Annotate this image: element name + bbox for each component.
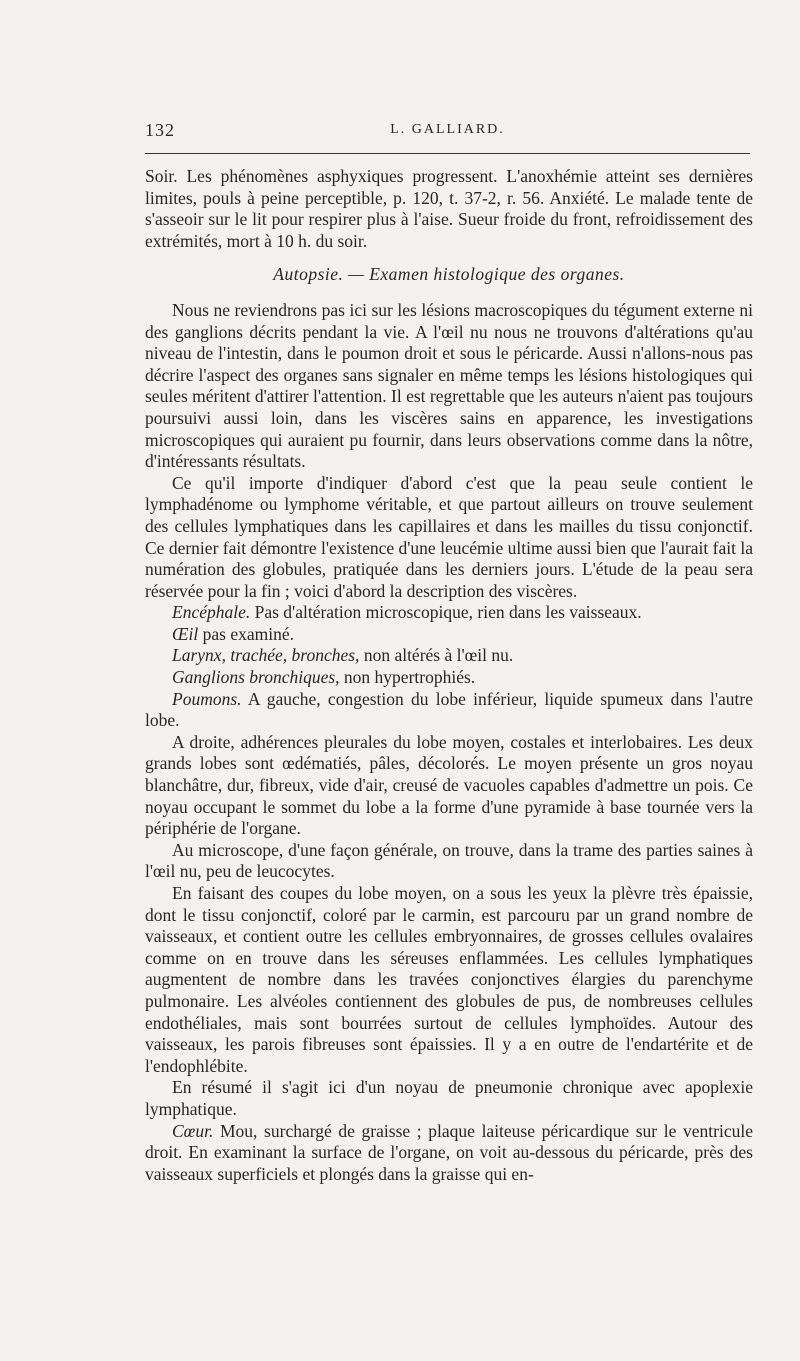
organ-label: Ganglions bronchiques,	[172, 667, 340, 688]
organ-label: Encéphale.	[172, 602, 251, 623]
paragraph-text: Mou, surchargé de graisse ; plaque laiteuse péricardique sur le ventricule droit. En examinant la surface de l'organe, on voit au-dessous du péricarde, près des vaisseaux superficiels et plongés dans la graisse qui en-	[145, 1120, 753, 1184]
page-number: 132	[145, 120, 175, 140]
body-text	[145, 166, 753, 1185]
organ-label: Œil	[172, 623, 199, 644]
page-header	[145, 118, 750, 142]
paragraph: En résumé il s'agit ici d'un noyau de pneumonie chronique avec apoplexie lymphatique.	[145, 1077, 753, 1119]
running-head: L. GALLIARD.	[390, 122, 505, 137]
paragraph	[145, 689, 753, 732]
paragraph: Nous ne reviendrons pas ici sur les lésions macroscopiques du tégument externe ni des ganglions décrits pendant la vie. A l'œil nu nous ne trouvons d'altérations qu'au niveau de l'intestin, dans le poumon droit et sous le péricarde. Aussi n'allons-nous pas décrire l'aspect des organes sans signaler en même temps les lésions histologiques qui seules méritent d'attirer l'attention. Il est regrettable que les auteurs n'aient pas toujours poursuivi aussi loin, dans les viscères sains en apparence, les investigations microscopiques qui auraient pu fournir, dans leurs observations comme dans la nôtre, d'intéressants résultats.	[145, 299, 753, 472]
paragraph: Soir. Les phénomènes asphyxiques progressent. L'anoxhémie atteint ses dernières limites, pouls à peine perceptible, p. 120, t. 37-2, r. 56. Anxiété. Le malade tente de s'asseoir sur le lit pour respirer plus à l'aise. Sueur froide du front, refroidissement des extrémités, mort à 10 h. du soir.	[145, 166, 753, 251]
paragraph	[145, 1121, 753, 1186]
paragraph: Au microscope, d'une façon générale, on trouve, dans la trame des parties saines à l'œil nu, peu de leucocytes.	[145, 839, 753, 882]
paragraph-text: A gauche, congestion du lobe inférieur, liquide spumeux dans l'autre lobe.	[145, 688, 753, 731]
organ-label: Larynx, trachée, bronches,	[172, 645, 360, 666]
paragraph-text: non hypertrophiés.	[339, 667, 476, 688]
header-rule	[145, 153, 750, 154]
paragraph	[145, 602, 753, 624]
paragraph-text: non altérés à l'œil nu.	[359, 645, 514, 666]
organ-label: Cœur.	[172, 1120, 214, 1141]
paragraph	[145, 624, 753, 646]
paragraph: En faisant des coupes du lobe moyen, on a sous les yeux la plèvre très épaissie, dont le tissu conjonctif, coloré par le carmin, est parcouru par un grand nombre de vaisseaux, et contient outre les cellules embryonnaires, de grosses cellules ovalaires comme on en trouve dans les séreuses enflammées. Les cellules lymphatiques augmentent de nombre dans les travées conjonctives élargies du parenchyme pulmonaire. Les alvéoles contiennent des globules de pus, de nombreuses cellules endothéliales, mais sont bourrées surtout de cellules lymphoïdes. Autour des vaisseaux, les parois fibreuses sont épaissies. Il y a en outre de l'endartérite et de l'endophlébite.	[145, 883, 753, 1076]
paragraph-text: Pas d'altération microscopique, rien dans les vaisseaux.	[250, 602, 642, 623]
paragraph	[145, 645, 753, 667]
paragraph: Ce qu'il importe d'indiquer d'abord c'est que la peau seule contient le lymphadénome ou lymphome véritable, et que partout ailleurs on trouve seulement des cellules lymphatiques dans les capillaires et dans les mailles du tissu conjonctif. Ce dernier fait démontre l'existence d'une leucémie ultime aussi bien que l'aurait fait la numération des globules, pratiquée dans les derniers jours. L'étude de la peau sera réservée pour la fin ; voici d'abord la description des viscères.	[145, 472, 753, 601]
paragraph-text: pas examiné.	[198, 623, 294, 644]
section-title: Autopsie. — Examen histologique des organes.	[273, 264, 625, 285]
paragraph	[145, 667, 753, 689]
organ-label: Poumons.	[172, 688, 242, 709]
paragraph: A droite, adhérences pleurales du lobe moyen, costales et interlobaires. Les deux grands lobes sont œdématiés, pâles, décolorés. Le moyen présente un gros noyau blanchâtre, dur, fibreux, vide d'air, creusé de vacuoles capables d'admettre un pois. Ce noyau occupant le sommet du lobe a la forme d'une pyramide à base tournée vers la périphérie de l'organe.	[145, 731, 753, 839]
